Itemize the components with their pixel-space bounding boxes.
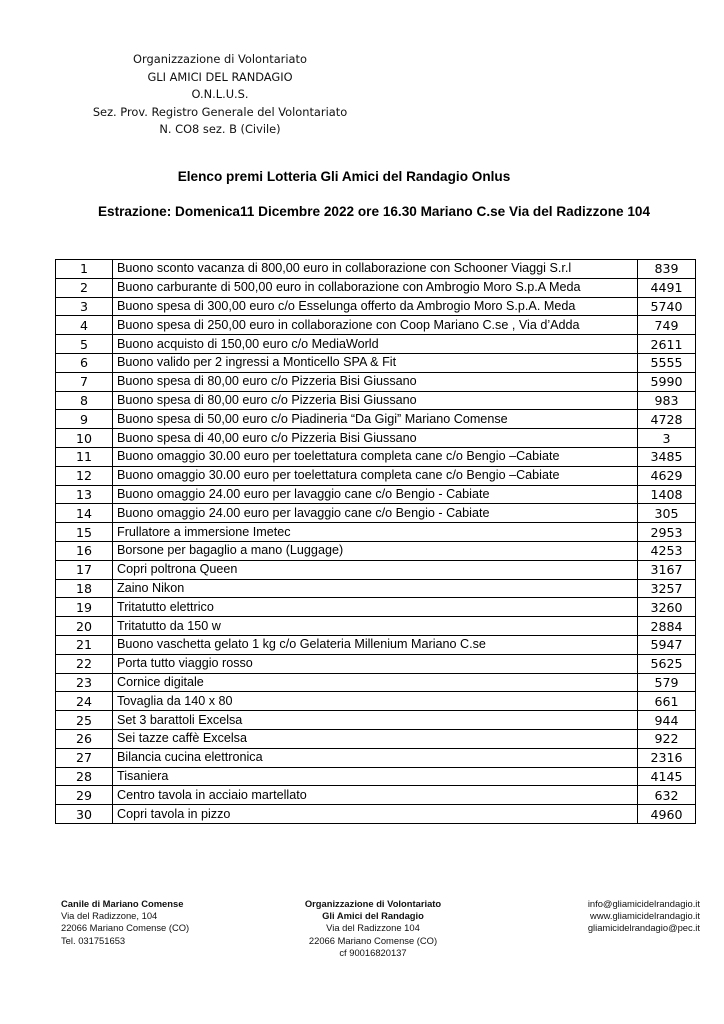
prize-description: Buono acquisto di 150,00 euro c/o MediaWorld: [113, 335, 638, 354]
winning-ticket: 661: [638, 692, 696, 711]
prize-number: 24: [56, 692, 113, 711]
winning-ticket: 5740: [638, 297, 696, 316]
prize-description: Buono spesa di 300,00 euro c/o Esselunga offerto da Ambrogio Moro S.p.A. Meda: [113, 297, 638, 316]
winning-ticket: 5947: [638, 635, 696, 654]
prize-number: 6: [56, 353, 113, 372]
org-name: GLI AMICI DEL RANDAGIO: [147, 69, 293, 84]
table-row: [56, 711, 696, 730]
table-row: [56, 541, 696, 560]
prize-table: [55, 259, 696, 824]
prize-number: 18: [56, 579, 113, 598]
prize-number: 19: [56, 598, 113, 617]
prize-number: 22: [56, 654, 113, 673]
prize-description: Buono spesa di 50,00 euro c/o Piadineria “Da Gigi” Mariano Comense: [113, 410, 638, 429]
table-row: [56, 523, 696, 542]
prize-number: 27: [56, 748, 113, 767]
winning-ticket: 2611: [638, 335, 696, 354]
prize-number: 3: [56, 297, 113, 316]
winning-ticket: 3257: [638, 579, 696, 598]
footer-right: [588, 898, 700, 935]
prize-number: 29: [56, 786, 113, 805]
org-type: Organizzazione di Volontariato: [133, 52, 307, 66]
winning-ticket: 1408: [638, 485, 696, 504]
prize-description: Buono sconto vacanza di 800,00 euro in collaborazione con Schooner Viaggi S.r.l: [113, 260, 638, 279]
table-row: [56, 748, 696, 767]
table-row: [56, 654, 696, 673]
prize-description: Bilancia cucina elettronica: [113, 748, 638, 767]
prize-number: 26: [56, 729, 113, 748]
prize-description: Porta tutto viaggio rosso: [113, 654, 638, 673]
prize-number: 13: [56, 485, 113, 504]
prize-number: 4: [56, 316, 113, 335]
prize-description: Buono omaggio 30.00 euro per toelettatura completa cane c/o Bengio –Cabiate: [113, 466, 638, 485]
winning-ticket: 922: [638, 729, 696, 748]
table-row: [56, 353, 696, 372]
prize-description: Set 3 barattoli Excelsa: [113, 711, 638, 730]
table-row: [56, 485, 696, 504]
prize-description: Tisaniera: [113, 767, 638, 786]
prize-number: 21: [56, 635, 113, 654]
table-row: [56, 466, 696, 485]
prize-description: Buono omaggio 30.00 euro per toelettatura completa cane c/o Bengio –Cabiate: [113, 447, 638, 466]
prize-description: Borsone per bagaglio a mano (Luggage): [113, 541, 638, 560]
winning-ticket: 983: [638, 391, 696, 410]
prize-number: 23: [56, 673, 113, 692]
footer-email-link[interactable]: info@gliamicidelrandagio.it: [587, 898, 700, 909]
footer-left: [61, 898, 189, 947]
prize-description: Buono omaggio 24.00 euro per lavaggio cane c/o Bengio - Cabiate: [113, 485, 638, 504]
winning-ticket: 3485: [638, 447, 696, 466]
winning-ticket: 3167: [638, 560, 696, 579]
prize-description: Sei tazze caffè Excelsa: [113, 729, 638, 748]
table-row: [56, 504, 696, 523]
footer-left-address: Via del Radizzone, 104: [61, 910, 158, 922]
prize-number: 17: [56, 560, 113, 579]
footer-center-city: 22066 Mariano Comense (CO): [308, 934, 438, 946]
prize-number: 1: [56, 260, 113, 279]
prize-number: 14: [56, 504, 113, 523]
prize-description: Buono carburante di 500,00 euro in collaborazione con Ambrogio Moro S.p.A Meda: [113, 278, 638, 297]
winning-ticket: 944: [638, 711, 696, 730]
table-row: [56, 429, 696, 448]
winning-ticket: 2953: [638, 523, 696, 542]
winning-ticket: 2884: [638, 617, 696, 636]
footer-left-city: 22066 Mariano Comense (CO): [61, 922, 190, 934]
footer-center-line1: Organizzazione di Volontariato: [304, 898, 442, 909]
table-row: [56, 391, 696, 410]
footer-center-address: Via del Radizzone 104: [326, 922, 420, 934]
draw-info: Estrazione: Domenica11 Dicembre 2022 ore 16.30 Mariano C.se Via del Radizzone 104: [97, 204, 651, 219]
table-row: [56, 805, 696, 824]
footer-website-link[interactable]: www.gliamicidelrandagio.it: [590, 910, 700, 922]
prize-description: Cornice digitale: [113, 673, 638, 692]
org-registry-number: N. CO8 sez. B (Civile): [159, 122, 281, 136]
footer-left-name: Canile di Mariano Comense: [61, 898, 184, 909]
prize-number: 8: [56, 391, 113, 410]
winning-ticket: 2316: [638, 748, 696, 767]
table-row: [56, 579, 696, 598]
winning-ticket: 749: [638, 316, 696, 335]
footer-center-cf: cf 90016820137: [339, 946, 407, 958]
prize-number: 2: [56, 278, 113, 297]
prize-description: Frullatore a immersione Imetec: [113, 523, 638, 542]
prize-number: 16: [56, 541, 113, 560]
winning-ticket: 4145: [638, 767, 696, 786]
table-row: [56, 260, 696, 279]
winning-ticket: 4629: [638, 466, 696, 485]
table-row: [56, 598, 696, 617]
winning-ticket: 3260: [638, 598, 696, 617]
prize-description: Tritatutto da 150 w: [113, 617, 638, 636]
org-status: O.N.L.U.S.: [191, 87, 249, 101]
table-row: [56, 335, 696, 354]
organization-header: [60, 51, 380, 139]
winning-ticket: 632: [638, 786, 696, 805]
prize-number: 11: [56, 447, 113, 466]
winning-ticket: 305: [638, 504, 696, 523]
footer-pec-link[interactable]: gliamicidelrandagio@pec.it: [587, 922, 700, 934]
prize-description: Tritatutto elettrico: [113, 598, 638, 617]
table-row: [56, 617, 696, 636]
winning-ticket: 4960: [638, 805, 696, 824]
winning-ticket: 4728: [638, 410, 696, 429]
table-row: [56, 316, 696, 335]
prize-description: Centro tavola in acciaio martellato: [113, 786, 638, 805]
winning-ticket: 579: [638, 673, 696, 692]
prize-number: 20: [56, 617, 113, 636]
prize-number: 7: [56, 372, 113, 391]
table-row: [56, 278, 696, 297]
prize-description: Buono vaschetta gelato 1 kg c/o Gelateria Millenium Mariano C.se: [113, 635, 638, 654]
table-row: [56, 673, 696, 692]
page-title: Elenco premi Lotteria Gli Amici del Randagio Onlus: [177, 169, 511, 184]
prize-description: Buono spesa di 250,00 euro in collaborazione con Coop Mariano C.se , Via d’Adda: [113, 316, 638, 335]
prize-number: 25: [56, 711, 113, 730]
prize-number: 15: [56, 523, 113, 542]
footer-left-phone: Tel. 031751653: [61, 934, 126, 946]
table-row: [56, 692, 696, 711]
winning-ticket: 5625: [638, 654, 696, 673]
table-row: [56, 410, 696, 429]
winning-ticket: 5555: [638, 353, 696, 372]
prize-number: 10: [56, 429, 113, 448]
prize-description: Copri poltrona Queen: [113, 560, 638, 579]
table-row: [56, 297, 696, 316]
winning-ticket: 839: [638, 260, 696, 279]
footer-center: [273, 898, 473, 959]
table-row: [56, 729, 696, 748]
table-row: [56, 767, 696, 786]
table-row: [56, 372, 696, 391]
footer-center-line2: Gli Amici del Randagio: [322, 910, 424, 922]
prize-description: Buono spesa di 80,00 euro c/o Pizzeria Bisi Giussano: [113, 391, 638, 410]
prize-description: Buono omaggio 24.00 euro per lavaggio cane c/o Bengio - Cabiate: [113, 504, 638, 523]
winning-ticket: 3: [638, 429, 696, 448]
prize-number: 9: [56, 410, 113, 429]
prize-description: Tovaglia da 140 x 80: [113, 692, 638, 711]
winning-ticket: 4491: [638, 278, 696, 297]
prize-description: Buono valido per 2 ingressi a Monticello SPA & Fit: [113, 353, 638, 372]
prize-description: Buono spesa di 80,00 euro c/o Pizzeria Bisi Giussano: [113, 372, 638, 391]
table-row: [56, 786, 696, 805]
prize-description: Zaino Nikon: [113, 579, 638, 598]
table-row: [56, 560, 696, 579]
prize-number: 28: [56, 767, 113, 786]
prize-number: 30: [56, 805, 113, 824]
winning-ticket: 4253: [638, 541, 696, 560]
table-row: [56, 635, 696, 654]
prize-number: 12: [56, 466, 113, 485]
winning-ticket: 5990: [638, 372, 696, 391]
prize-description: Copri tavola in pizzo: [113, 805, 638, 824]
prize-description: Buono spesa di 40,00 euro c/o Pizzeria Bisi Giussano: [113, 429, 638, 448]
prize-number: 5: [56, 335, 113, 354]
org-registry: Sez. Prov. Registro Generale del Volontariato: [92, 104, 348, 119]
table-row: [56, 447, 696, 466]
